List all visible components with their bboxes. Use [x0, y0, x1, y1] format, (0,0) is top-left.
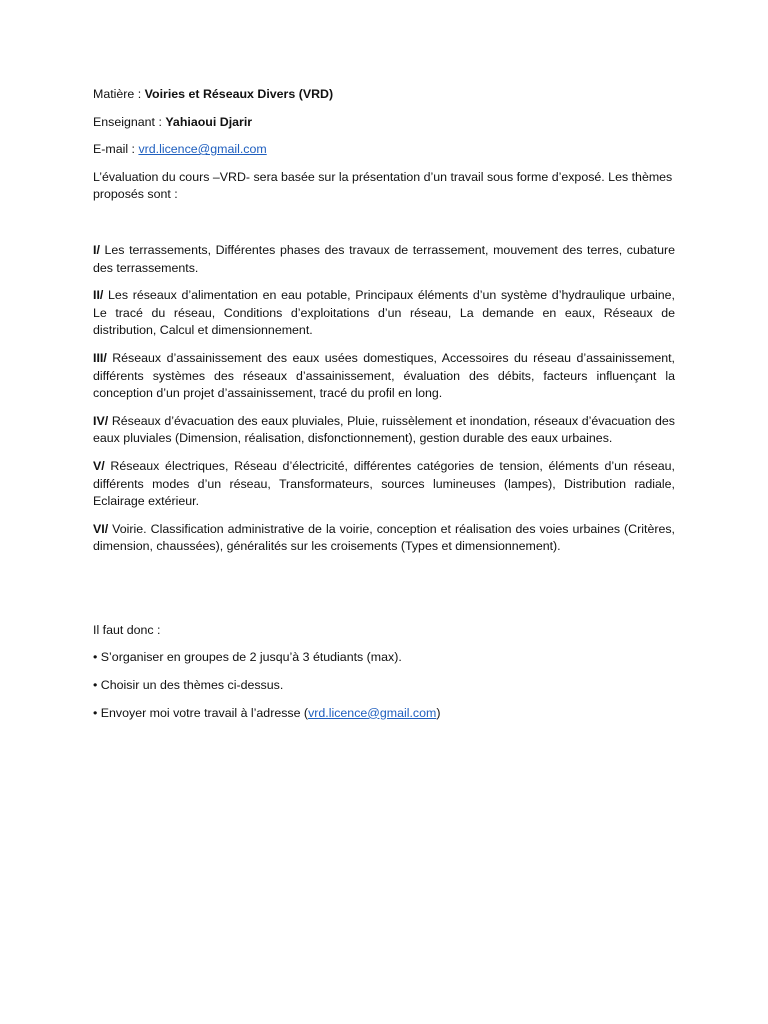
theme-item-5	[93, 458, 675, 511]
theme-text: Réseaux d’assainissement des eaux usées domestiques, Accessoires du réseau d’assainissement, différents systèmes des réseaux d’assainissement, évaluation des débits, facteurs influençant la conception d’un projet d’assainissement, tracé du profil en long.	[93, 350, 675, 401]
instruction-item-2: • Choisir un des thèmes ci-dessus.	[93, 678, 284, 693]
instruction-item-3	[93, 705, 675, 723]
theme-item-6	[93, 521, 675, 556]
theme-number: V/	[93, 458, 105, 473]
document-content	[93, 86, 675, 732]
theme-item-3	[93, 350, 675, 403]
instruction-suffix: )	[436, 705, 441, 720]
email-label: E-mail :	[93, 142, 139, 157]
closing-lead: Il faut donc :	[93, 622, 161, 637]
subject-value: Voiries et Réseaux Divers (VRD)	[144, 87, 334, 101]
theme-item-4	[93, 413, 675, 448]
email-link[interactable]: vrd.licence@gmail.com	[138, 142, 267, 157]
teacher-line	[93, 114, 675, 132]
theme-number: VI/	[93, 521, 109, 536]
theme-item-2	[93, 287, 675, 340]
teacher-label: Enseignant :	[93, 114, 166, 129]
theme-text: Voirie. Classification administrative de la voirie, conception et réalisation des voies urbaines (Critères, dimension, chaussées), généralités sur les croisements (Types et dimensionnement).	[93, 521, 675, 554]
theme-number: I/	[93, 242, 100, 257]
section-spacer	[93, 566, 675, 622]
subject-label: Matière :	[93, 87, 145, 101]
theme-text: Réseaux d’évacuation des eaux pluviales, Pluie, ruissèlement et inondation, réseaux d’évacuation des eaux pluviales (Dimension, réalisation, disfonctionnement), gestion durable des eaux urbaines.	[93, 413, 675, 446]
instruction-item-1: • S’organiser en groupes de 2 jusqu’à 3 étudiants (max).	[93, 650, 402, 665]
email-line	[93, 141, 675, 159]
subject-line	[93, 86, 675, 104]
theme-text: Les terrassements, Différentes phases des travaux de terrassement, mouvement des terres, cubature des terrassements.	[93, 242, 675, 275]
theme-number: II/	[93, 288, 104, 303]
theme-text: Réseaux électriques, Réseau d’électricité, différentes catégories de tension, éléments d’un réseau, différents modes d’un réseau, Transformateurs, sources lumineuses (lampes), Distribution radiale, Eclairage extérieur.	[93, 458, 675, 509]
intro-paragraph: L’évaluation du cours –VRD- sera basée sur la présentation d’un travail sous forme d’exposé. Les thèmes proposés sont :	[93, 169, 673, 202]
theme-number: IV/	[93, 413, 109, 428]
theme-text: Les réseaux d’alimentation en eau potable, Principaux éléments d’un système d’hydraulique urbaine, Le tracé du réseau, Conditions d’exploitations d’un réseau, La demande en eaux, Réseaux de distribution, Calcul et dimensionnement.	[93, 288, 675, 338]
email-link[interactable]: vrd.licence@gmail.com	[308, 705, 437, 720]
teacher-value: Yahiaoui Djarir	[165, 114, 253, 129]
theme-item-1	[93, 242, 675, 277]
theme-number: III/	[93, 350, 107, 365]
instruction-prefix: • Envoyer moi votre travail à l’adresse (	[93, 705, 309, 720]
